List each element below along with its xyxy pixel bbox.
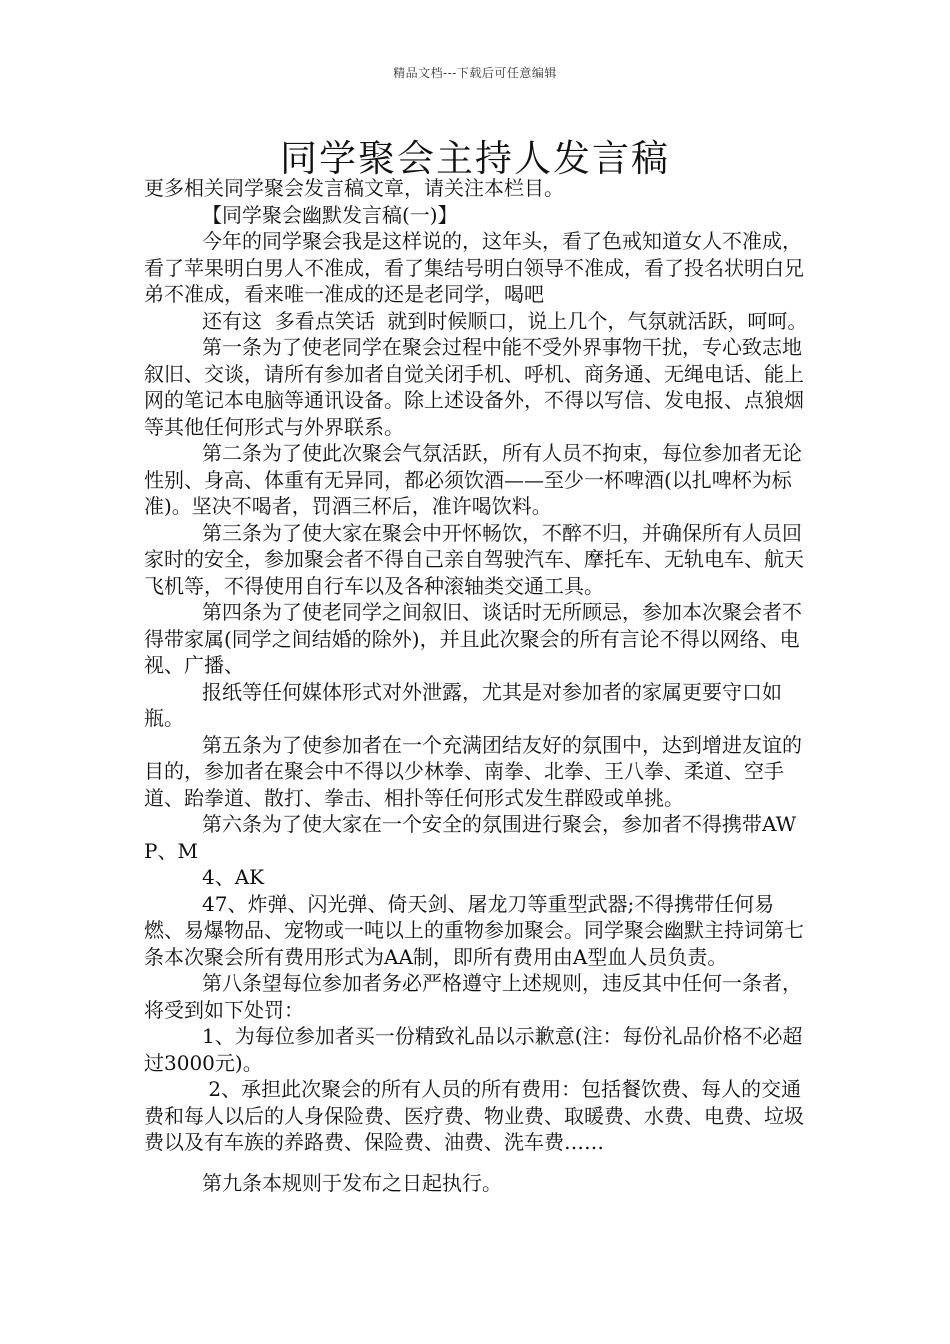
body-paragraph: 还有这 多看点笑话 就到时候顺口，说上几个，气氛就活跃，呵呵。 (202, 308, 808, 333)
rule-paragraph-2: 第二条为了使此次聚会气氛活跃，所有人员不拘束，每位参加者无论性别、身高、体重有无异同，都必须饮酒——至少一杯啤酒(以扎啤杯为标准)。坚决不喝者，罚酒三杯后，准许喝饮料。 (144, 441, 802, 518)
penalty-item-2: 2、承担此次聚会的所有人员的所有费用：包括餐饮费、每人的交通费和每人以后的人身保险费、医疗费、物业费、取暖费、水费、电费、垃圾费以及有车族的养路费、保险费、油费、洗车费…… (144, 1077, 804, 1154)
rule-paragraph-6-7: 47、炸弹、闪光弹、倚天剑、屠龙刀等重型武器;不得携带任何易燃、易爆物品、宠物或一吨以上的重物参加聚会。同学聚会幽默主持词第七条本次聚会所有费用形式为AA制，即所有费用由A型血人员负责。 (144, 891, 804, 969)
rule-paragraph-3: 第三条为了使大家在聚会中开怀畅饮，不醉不归，并确保所有人员回家时的安全，参加聚会者不得自己亲自驾驶汽车、摩托车、无轨电车、航天飞机等，不得使用自行车以及各种滚轴类交通工具。 (144, 520, 804, 598)
rule-paragraph-4: 第四条为了使老同学之间叙旧、谈话时无所顾忌，参加本次聚会者不得带家属(同学之间结婚的除外)，并且此次聚会的所有言论不得以网络、电视、广播、 (144, 600, 802, 677)
rule-paragraph-6: 第六条为了使大家在一个安全的氛围进行聚会，参加者不得携带AWP、M (144, 812, 797, 863)
section-heading: 【同学聚会幽默发言稿(一)】 (202, 202, 458, 227)
penalty-item-1: 1、为每位参加者买一份精致礼品以示歉意(注：每份礼品价格不必超过3000元)。 (144, 1024, 803, 1075)
document-body (144, 175, 814, 1196)
rule-paragraph-1: 第一条为了使老同学在聚会过程中能不受外界事物干扰，专心致志地叙旧、交谈，请所有参加者自觉关闭手机、呼机、商务通、无绳电话、能上网的笔记本电脑等通讯设备。除上述设备外，不得以写信、发电报、点狼烟等其他任何形式与外界联系。 (144, 335, 804, 439)
rule-paragraph-6-fragment: 4、AK (202, 865, 265, 889)
document-title: 同学聚会主持人发言稿 (280, 137, 670, 180)
rule-paragraph-4-continued: 报纸等任何媒体形式对外泄露，尤其是对参加者的家属更要守口如瓶。 (144, 679, 782, 730)
rule-paragraph-5: 第五条为了使参加者在一个充满团结友好的氛围中，达到增进友谊的目的，参加者在聚会中不得以少林拳、南拳、北拳、王八拳、柔道、空手道、跆拳道、散打、拳击、相扑等任何形式发生群殴或单挑。 (144, 732, 802, 810)
intro-paragraph: 更多相关同学聚会发言稿文章，请关注本栏目。 (144, 176, 564, 200)
body-paragraph: 今年的同学聚会我是这样说的，这年头，看了色戒知道女人不准成，看了苹果明白男人不准成，看了集结号明白领导不准成，看了投名状明白兄弟不准成，看来唯一准成的还是老同学，喝吧 (144, 229, 804, 306)
rule-paragraph-9: 第九条本规则于发布之日起执行。 (202, 1170, 502, 1195)
page-header-note: 精品文档---下载后可任意编辑 (393, 66, 557, 80)
rule-paragraph-8: 第八条望每位参加者务必严格遵守上述规则，违反其中任何一条者，将受到如下处罚： (144, 971, 802, 1022)
